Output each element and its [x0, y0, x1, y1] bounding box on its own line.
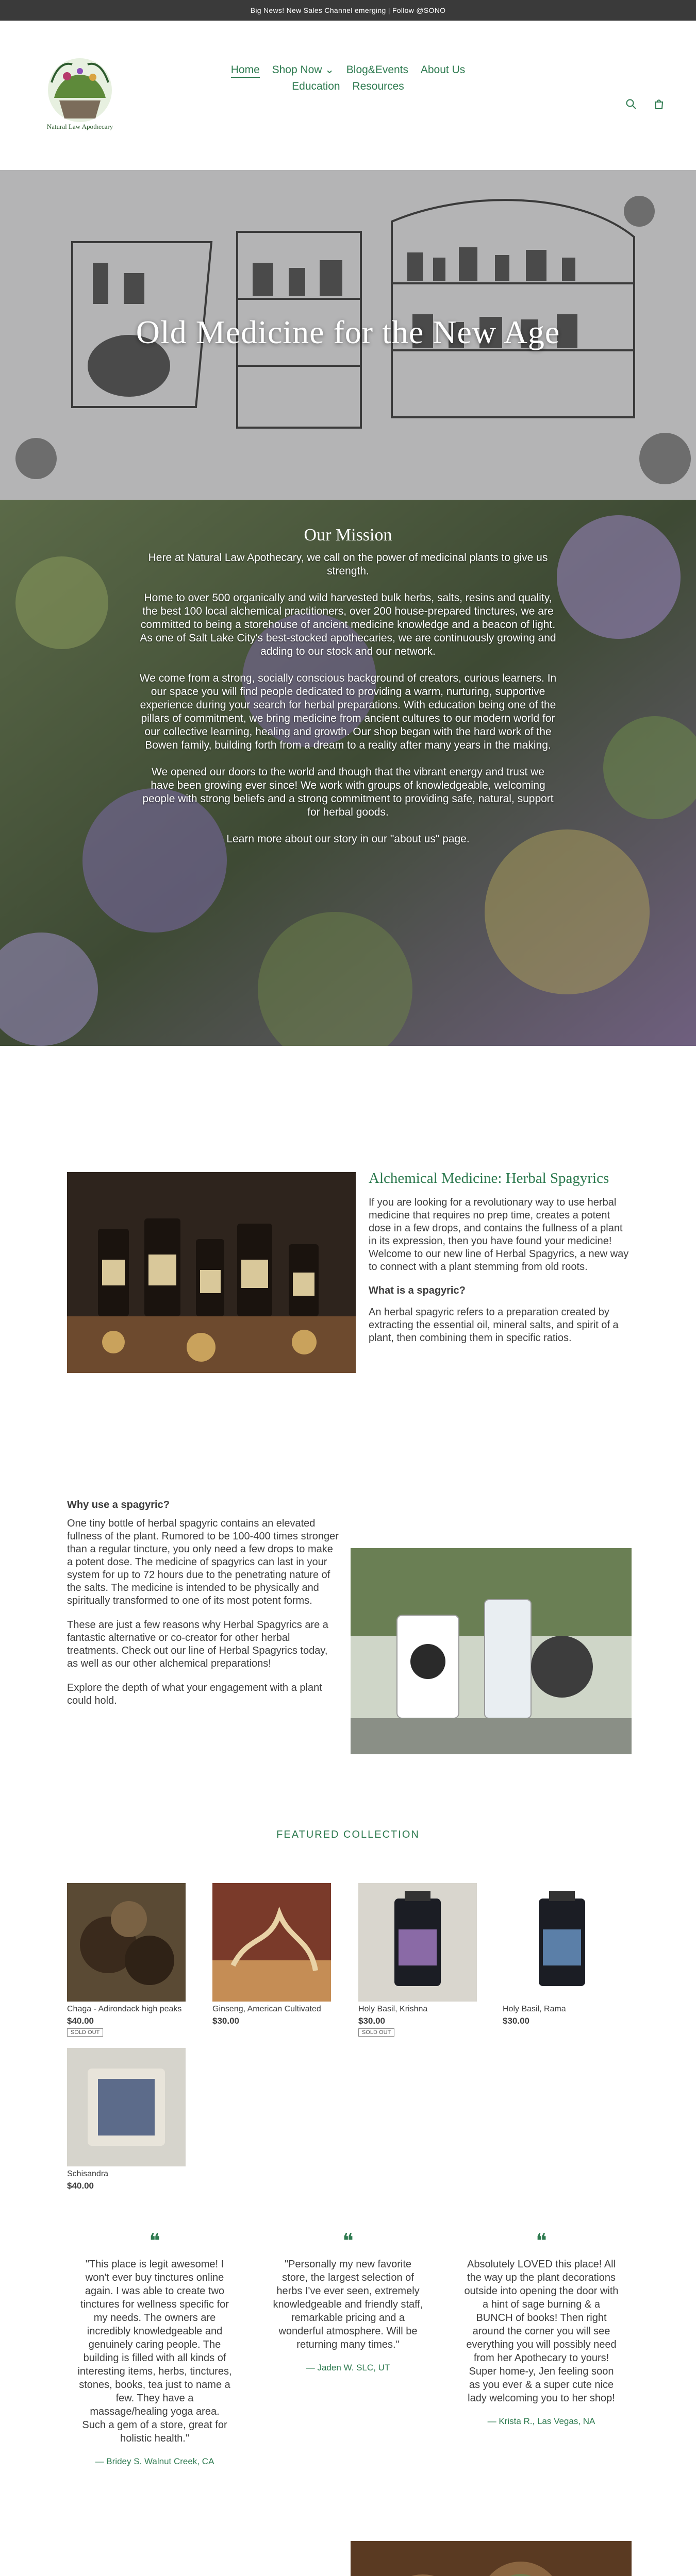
- site-logo[interactable]: [36, 46, 124, 134]
- why-spagyric-section: [0, 1499, 696, 1829]
- product-image[interactable]: [503, 1883, 621, 2002]
- main-nav: [222, 62, 474, 95]
- nav-education[interactable]: Education: [292, 80, 340, 92]
- spagyric-bottles-image: [67, 1172, 356, 1373]
- testimonial: [271, 2231, 425, 2373]
- mission-title: Our Mission: [304, 526, 392, 545]
- testimonial-author: — Jaden W. SLC, UT: [306, 2363, 390, 2372]
- product-card[interactable]: [67, 1883, 186, 2037]
- svg-text:Natural Law Apothecary: Natural Law Apothecary: [46, 123, 113, 130]
- testimonials-section: [0, 2231, 696, 2576]
- testimonial: [464, 2231, 619, 2427]
- product-image[interactable]: [212, 1883, 331, 2002]
- product-price: $30.00: [503, 2016, 529, 2026]
- sold-out-badge: SOLD OUT: [67, 2028, 103, 2037]
- why-spagyric-text: [67, 1499, 340, 1719]
- product-name[interactable]: Holy Basil, Rama: [503, 2005, 566, 2013]
- testimonial-text: Absolutely LOVED this place! All the way up the plant decorations outside into opening the door with a hint of sage burning & a BUNCH of books! Then right around the corner you will see everything you will possibly need from her Apothecary to yours! Super home-y, Jen feeling soon as you ever & a super cute nice lady welcoming you to her shop!: [464, 2259, 619, 2404]
- testimonial-author: — Krista R., Las Vegas, NA: [487, 2416, 595, 2426]
- testimonial-text: "This place is legit awesome! I won't ever buy tinctures online again. I was able to create two tinctures for wellness specific for my needs. The owners are incredibly knowledgeable and genuinely caring people. The building is filled with all kinds of interesting items, herbs, tinctures, stones, books, tea just to name a few. They have a massage/healing yoga area. Such a gem of a store, great for holistic health.": [77, 2259, 232, 2444]
- nav-about-us[interactable]: About Us: [420, 64, 466, 76]
- quote-icon: ❝: [342, 2229, 354, 2252]
- quote-icon: ❝: [149, 2229, 160, 2252]
- why-paragraph: One tiny bottle of herbal spagyric contains an elevated fullness of the plant. Rumored to be 100-400 times stronger than a regular tincture, you only need a few drops to make a potent dose. The medicine of spagyrics can last in your system for up to 72 hours due to the penetrating nature of the salts. The medicine is intended to be physically and spiritually transformed to one of its most potent forms.: [67, 1518, 339, 1606]
- nav-shop-now[interactable]: Shop Now ⌄: [272, 64, 334, 76]
- testimonial: [77, 2231, 232, 2467]
- nav-blog-events[interactable]: Blog&Events: [346, 64, 409, 76]
- product-name[interactable]: Holy Basil, Krishna: [358, 2005, 428, 2013]
- product-image[interactable]: [67, 2048, 186, 2166]
- spagyric-lab-image: [351, 1548, 632, 1754]
- spagyric-intro-text: If you are looking for a revolutionary way to use herbal medicine that requires no prep time, creates a potent dose in a few drops, and contains the fullness of a plant in its expression, then you have found your medicine! Welcome to our new line of Herbal Spagyrics, a new way to connect with a plant stemming from old roots.: [369, 1197, 629, 1273]
- featured-title: FEATURED COLLECTION: [276, 1829, 420, 1840]
- product-image[interactable]: [67, 1883, 186, 2002]
- search-icon[interactable]: [625, 98, 637, 110]
- nav-resources[interactable]: Resources: [352, 80, 404, 92]
- mission-content: [139, 526, 557, 859]
- product-price: $40.00: [67, 2016, 94, 2026]
- testimonial-text: "Personally my new favorite store, the largest selection of herbs I've ever seen, extremely knowledgeable and friendly staff, remarkable pricing and a wonderful atmosphere. Will be returning many times.": [273, 2259, 423, 2350]
- site-header: [0, 21, 696, 170]
- mission-paragraph: We opened our doors to the world and though that the vibrant energy and trust we have been growing ever since! We work with groups of knowledgeable, welcoming people with strong beliefs and a strong commitment to providing safe, natural, support for herbal goods.: [142, 766, 554, 818]
- mission-paragraph: We come from a strong, socially conscious background of creators, curious learners. In our space you will find people dedicated to providing a warm, nurturing, supportive experience during your search for herbal preparations. With education being one of the pillars of commitment, we bring medicine from ancient cultures to our modern world for our collective learning, healing and growth. Our shop began with the hard work of the Bowen family, building forth from a dream to a reality after many years in the making.: [139, 672, 557, 751]
- product-price: $40.00: [67, 2181, 94, 2191]
- sold-out-badge: SOLD OUT: [358, 2028, 394, 2037]
- nav-home[interactable]: Home: [231, 63, 260, 78]
- spagyric-intro: [369, 1170, 629, 1356]
- product-card[interactable]: [212, 1883, 331, 2026]
- mission-paragraph: Here at Natural Law Apothecary, we call on the power of medicinal plants to give us strength.: [148, 552, 548, 577]
- spagyric-answer: An herbal spagyric refers to a preparation created by extracting the essential oil, mineral salts, and spirit of a plant, then combining them in specific ratios.: [369, 1307, 619, 1344]
- product-name[interactable]: Schisandra: [67, 2170, 109, 2178]
- quote-icon: ❝: [536, 2229, 547, 2252]
- spagyric-title: Alchemical Medicine: Herbal Spagyrics: [369, 1170, 609, 1187]
- product-card[interactable]: [358, 1883, 477, 2037]
- product-card[interactable]: [67, 2048, 186, 2191]
- announcement-text: Big News! New Sales Channel emerging | Follow @SONO: [250, 6, 446, 14]
- mission-section: [0, 500, 696, 1046]
- announcement-bar: [0, 0, 696, 21]
- testimonial-author: — Bridey S. Walnut Creek, CA: [95, 2456, 214, 2466]
- product-price: $30.00: [212, 2016, 239, 2026]
- spagyric-section: [0, 1046, 696, 1499]
- spagyric-question: What is a spagyric?: [369, 1285, 466, 1296]
- why-spagyric-title: Why use a spagyric?: [67, 1499, 170, 1511]
- mission-paragraph: Home to over 500 organically and wild harvested bulk herbs, salts, resins and quality, the best 100 local alchemical practitioners, over 200 house-prepared tinctures, we are committed to being a storehouse of ancient medicine knowledge and a beacon of light. As one of Salt Lake City's best-stocked apothecaries, we are continuously growing and adding to our stock and our network.: [140, 592, 556, 657]
- hero-banner: [0, 170, 696, 500]
- product-card[interactable]: [503, 1883, 621, 2026]
- why-paragraph: These are just a few reasons why Herbal Spagyrics are a fantastic alternative or co-creator for other herbal treatments. Check out our line of Herbal Spagyrics today, as well as our other alchemical preparations!: [67, 1619, 328, 1669]
- why-paragraph: Explore the depth of what your engagement with a plant could hold.: [67, 1682, 322, 1706]
- hero-title: Old Medicine for the New Age: [136, 314, 560, 350]
- product-price: $30.00: [358, 2016, 385, 2026]
- product-name[interactable]: Ginseng, American Cultivated: [212, 2005, 321, 2013]
- cart-icon[interactable]: [653, 98, 665, 110]
- product-name[interactable]: Chaga - Adirondack high peaks: [67, 2005, 182, 2013]
- header-icons: [625, 98, 665, 110]
- featured-collection: [0, 1829, 696, 2231]
- herb-bowls-image: [351, 2541, 632, 2576]
- mission-about-link[interactable]: Learn more about our story in our "about us" page.: [226, 833, 470, 845]
- product-image[interactable]: [358, 1883, 477, 2002]
